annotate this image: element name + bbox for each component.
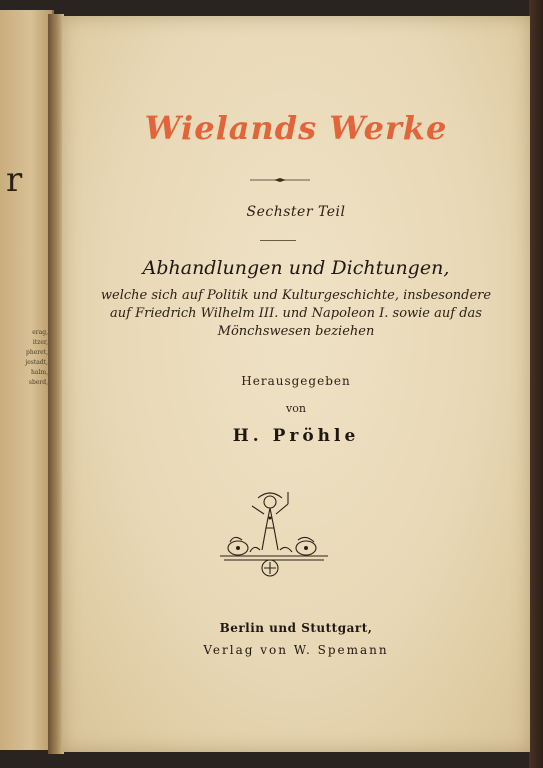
left-fragment: sberd, — [28, 379, 48, 386]
ornamental-rule-icon — [250, 178, 310, 182]
short-divider — [260, 240, 296, 241]
left-fragment: erag, — [32, 329, 48, 336]
left-fragment: pheret, — [26, 349, 48, 356]
left-fragment: halm, — [31, 369, 48, 376]
editor-name: H. Pröhle — [232, 426, 360, 446]
von-label: von — [286, 402, 306, 415]
volume-description — [62, 287, 530, 341]
description-line: welche sich auf Politik und Kulturgeschichte, insbesondere — [100, 288, 492, 303]
left-page-fragments — [2, 328, 48, 388]
part-label: Sechster Teil — [246, 204, 346, 220]
edited-by-label: Herausgegeben — [241, 374, 351, 388]
publisher-emblem-icon — [214, 488, 334, 580]
book-title: Wielands Werke — [144, 109, 448, 147]
publication-place: Berlin und Stuttgart, — [219, 621, 373, 635]
left-fragment: itzer, — [32, 339, 48, 346]
left-page-glyph: r — [6, 160, 23, 200]
description-line: Mönchswesen beziehen — [217, 324, 375, 339]
volume-subtitle: Abhandlungen und Dichtungen, — [142, 257, 450, 279]
left-page-edge — [0, 10, 54, 750]
title-page — [62, 16, 530, 752]
cover-edge — [529, 0, 543, 768]
publisher-name: Verlag von W. Spemann — [203, 643, 389, 657]
description-line: auf Friedrich Wilhelm III. und Napoleon I. sowie auf das — [110, 306, 482, 321]
left-fragment: jestadt, — [25, 359, 48, 366]
